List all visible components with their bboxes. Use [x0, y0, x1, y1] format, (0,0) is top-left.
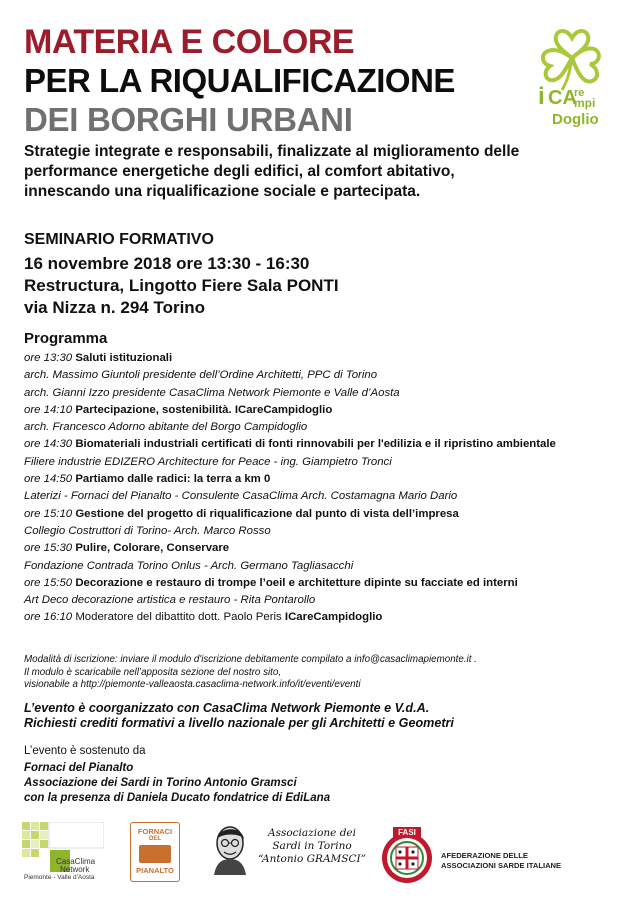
supporter-line: con la presenza di Daniela Ducato fondatrice di EdiLana	[24, 792, 331, 804]
program-item: Collegio Costruttori di Torino- Arch. Marco Rosso	[24, 524, 271, 537]
svg-text:CA: CA	[548, 87, 577, 109]
fasi-badge-label: FASI	[398, 828, 416, 837]
program-item: arch. Massimo Giuntoli presidente dell’Ordine Architetti, PPC di Torino	[24, 369, 378, 382]
registration-line: Modalità di iscrizione: inviare il modulo d'iscrizione debitamente compilato a info@casaclimapiemonte.it .	[24, 654, 477, 665]
program-item: ore 13:30 Saluti istituzionali	[24, 352, 173, 364]
seminar-venue: Restructura, Lingotto Fiere Sala PONTI	[24, 276, 339, 295]
program-item: ore 15:50 Decorazione e restauro di trompe l’oeil e architetture dipinte su facciate ed interni	[24, 576, 518, 589]
coorganization-info	[24, 701, 454, 731]
seminar-address: via Nizza n. 294 Torino	[24, 298, 206, 317]
program-item: ore 15:30 Pulire, Colorare, Conservare	[24, 542, 230, 555]
fornaci-logo: FORNACI DEL PIANALTO	[130, 822, 180, 882]
registration-line: Il modulo è scaricabile nell’apposita sezione del nostro sito,	[24, 666, 282, 678]
program-item: ore 14:30 Biomateriali industriali certificati di fonti rinnovabili per l'edilizia e il ripristino ambientale	[24, 438, 556, 451]
program-item: ore 14:10 Partecipazione, sostenibilità. ICareCampidoglio	[24, 403, 333, 416]
program-item: arch. Gianni Izzo presidente CasaClima Network Piemonte e Valle d’Aosta	[24, 386, 400, 399]
supporter-line: Associazione dei Sardi in Torino Antonio Gramsci	[24, 777, 297, 789]
casaclima-region: Piemonte - Valle d'Aosta	[24, 874, 95, 881]
program-item: Art Deco decorazione artistica e restauro - Rita Pontarollo	[24, 594, 316, 607]
program-item: ore 16:10 Moderatore del dibattito dott. Paolo Peris ICareCampidoglio	[24, 611, 383, 624]
title-line-3: DEI BORGHI URBANI	[24, 101, 353, 138]
svg-text:re: re	[574, 87, 585, 99]
subtitle: Strategie integrate e responsabili, finalizzate al miglioramento delle performance energetiche degli edifici, al comfort abitativo, innescando una riqualificazione sociale e partecipata.	[24, 143, 520, 200]
svg-text:Doglio: Doglio	[552, 111, 599, 128]
brand-logo-text	[538, 82, 614, 130]
program-item: Laterizi - Fornaci del Pianalto - Consulente CasaClima Arch. Costamagna Mario Dario	[24, 490, 458, 503]
program-item: Filiere industrie EDIZERO Architecture for Peace - ing. Giampietro Tronci	[24, 455, 392, 468]
coorganization-line: L’evento è coorganizzato con CasaClima Network Piemonte e V.d.A.	[24, 701, 430, 715]
gramsci-portrait	[210, 823, 250, 875]
title-line-1: MATERIA E COLORE	[24, 23, 355, 61]
casaclima-text: CasaClima Network	[56, 857, 96, 874]
registration-info	[24, 654, 477, 692]
program-item: ore 14:50 Partiamo dalle radici: la terra a km 0	[24, 473, 271, 486]
fasi-logo	[378, 827, 436, 885]
program-item: ore 15:10 Gestione del progetto di riqualificazione dal punto di vista dell’impresa	[24, 507, 459, 520]
seminar-label: SEMINARIO FORMATIVO	[24, 231, 214, 248]
program-list	[24, 350, 620, 627]
svg-text:mpi: mpi	[574, 96, 596, 110]
program-title: Programma	[24, 330, 108, 347]
program-item: arch. Francesco Adorno abitante del Borgo Campidoglio	[24, 421, 308, 434]
registration-link[interactable]: visionabile a http://piemonte-valleaosta.casaclima-network.info/it/eventi/eventi	[24, 679, 361, 690]
support-info	[24, 744, 330, 806]
program-item: Fondazione Contrada Torino Onlus - Arch. Germano Tagliasacchi	[24, 559, 354, 572]
support-intro: L’evento è sostenuto da	[24, 745, 146, 757]
gramsci-association-logo-text: Associazione dei Sardi in Torino “Antonio GRAMSCI”	[257, 827, 367, 865]
seminar-info	[24, 228, 339, 319]
title-line-2: PER LA RIQUALIFICAZIONE	[24, 62, 455, 99]
seminar-date-time: 16 novembre 2018 ore 13:30 - 16:30	[24, 254, 310, 273]
credits-line: Richiesti crediti formativi a livello nazionale per gli Architetti e Geometri	[24, 716, 454, 730]
svg-text:i: i	[538, 83, 545, 110]
supporter-line: Fornaci del Pianalto	[24, 762, 134, 774]
fasi-text: AFEDERAZIONE DELLE ASSOCIAZIONI SARDE ITALIANE	[441, 851, 562, 870]
